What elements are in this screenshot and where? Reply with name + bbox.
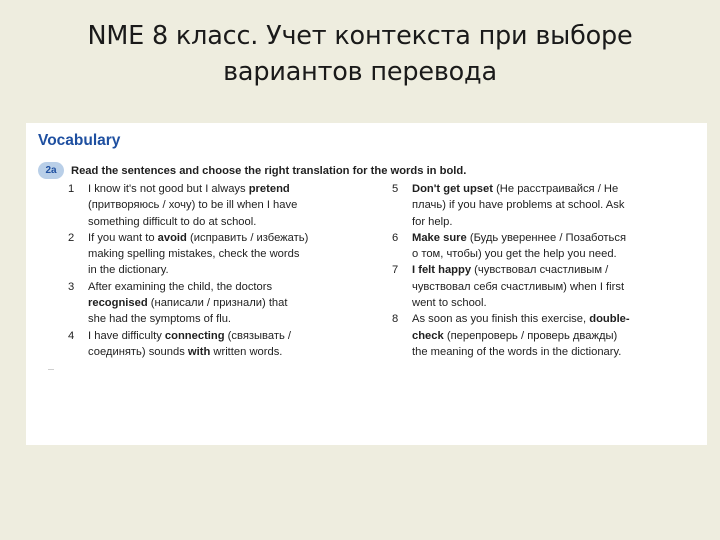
item-number: 1 (68, 183, 75, 195)
text-segment: (написали / признали) that (147, 297, 288, 310)
item-text (412, 181, 702, 230)
item-text-line (412, 311, 702, 327)
bold-term: pretend (248, 183, 290, 195)
exercise-item (392, 181, 702, 230)
item-number: 4 (68, 329, 75, 342)
bold-term: Don't get upset (412, 183, 493, 195)
text-segment: If you want to (88, 231, 158, 244)
text-segment: I know it's not good but I always (88, 183, 249, 195)
item-text-line (88, 214, 388, 230)
exercise-number-badge: 2a (38, 162, 64, 179)
items-column-left (68, 181, 388, 360)
items-column-right (392, 181, 702, 360)
text-segment: (чувствовал счастливым / (471, 264, 609, 277)
exercise-instruction-row (38, 162, 466, 179)
item-text-line (412, 214, 702, 230)
item-text-line (88, 311, 388, 327)
item-text (88, 181, 388, 230)
item-text-line (412, 295, 702, 311)
item-text (88, 328, 388, 361)
slide-title-line-2: вариантов перевода (223, 57, 497, 87)
item-number: 6 (392, 231, 399, 244)
item-text-line (412, 262, 702, 278)
item-text-line (412, 181, 702, 197)
item-number: 3 (68, 280, 75, 293)
item-number: 8 (392, 313, 399, 326)
slide-title-line-1: NME 8 класс. Учет контекста при выборе (87, 21, 633, 51)
item-number: 2 (68, 231, 75, 244)
exercise-item (68, 181, 388, 230)
item-text-line (412, 197, 702, 213)
text-segment: (перепроверь / проверь дважды) (443, 329, 618, 342)
text-segment: making spelling mistakes, check the words (88, 248, 300, 261)
item-text-line (412, 230, 702, 246)
item-text-line (412, 279, 702, 295)
item-text-line (88, 344, 388, 360)
item-text-line (88, 246, 388, 262)
item-text-line (88, 197, 388, 213)
text-segment: о том, чтобы) you get the help you need. (412, 248, 617, 261)
text-segment: the meaning of the words in the dictionary. (412, 345, 622, 358)
text-segment: As soon as you finish this exercise, (412, 313, 590, 326)
bold-term: recognised (88, 297, 148, 310)
item-text (88, 230, 388, 279)
divider-mark (48, 369, 54, 370)
text-segment: (притворяюсь / хочу) to be ill when I have (88, 199, 298, 212)
item-text-line (412, 246, 702, 262)
text-segment: went to school. (412, 297, 487, 310)
item-text (412, 262, 702, 311)
text-segment: After examining the child, the doctors (88, 280, 273, 293)
item-text-line (88, 279, 388, 295)
item-text (412, 230, 702, 263)
text-segment: (исправить / избежать) (186, 231, 309, 244)
exercise-item (68, 328, 388, 361)
item-text-line (88, 295, 388, 311)
exercise-item (68, 230, 388, 279)
text-segment: I have difficulty (88, 329, 165, 342)
exercise-item (392, 311, 702, 360)
exercise-item (392, 262, 702, 311)
exercise-instruction: Read the sentences and choose the right translation for the words in bold. (71, 164, 467, 177)
text-segment: плачь) if you have problems at school. Ask (412, 199, 625, 212)
text-segment: she had the symptoms of flu. (88, 313, 232, 326)
text-segment: for help. (412, 215, 453, 228)
bold-term: Make sure (412, 231, 467, 244)
item-text (88, 279, 388, 328)
bold-term: I felt happy (412, 264, 472, 277)
textbook-excerpt (26, 123, 707, 445)
text-segment: written words. (210, 345, 283, 358)
bold-term: double- (589, 313, 630, 326)
exercise-item (392, 230, 702, 263)
item-number: 5 (392, 183, 399, 195)
bold-term: avoid (157, 231, 187, 244)
text-segment: in the dictionary. (88, 264, 169, 277)
item-number: 7 (392, 264, 399, 277)
item-text-line (412, 344, 702, 360)
slide-title (40, 18, 680, 90)
text-segment: (связывать / (224, 329, 292, 342)
text-segment: something difficult to do at school. (88, 215, 257, 228)
item-text-line (88, 262, 388, 278)
text-segment: (Будь увереннее / Позаботься (466, 231, 627, 244)
bold-term: connecting (164, 329, 225, 342)
item-text (412, 311, 702, 360)
text-segment: чувствовал себя счастливым) when I first (412, 280, 625, 293)
bold-term: with (187, 345, 211, 358)
item-text-line (412, 328, 702, 344)
bold-term: check (412, 329, 444, 342)
item-text-line (88, 328, 388, 344)
text-segment: (Не расстраивайся / Не (492, 183, 619, 195)
item-text-line (88, 230, 388, 246)
section-heading: Vocabulary (38, 132, 121, 149)
text-segment: соединять) sounds (88, 345, 188, 358)
item-text-line (88, 181, 388, 197)
exercise-item (68, 279, 388, 328)
